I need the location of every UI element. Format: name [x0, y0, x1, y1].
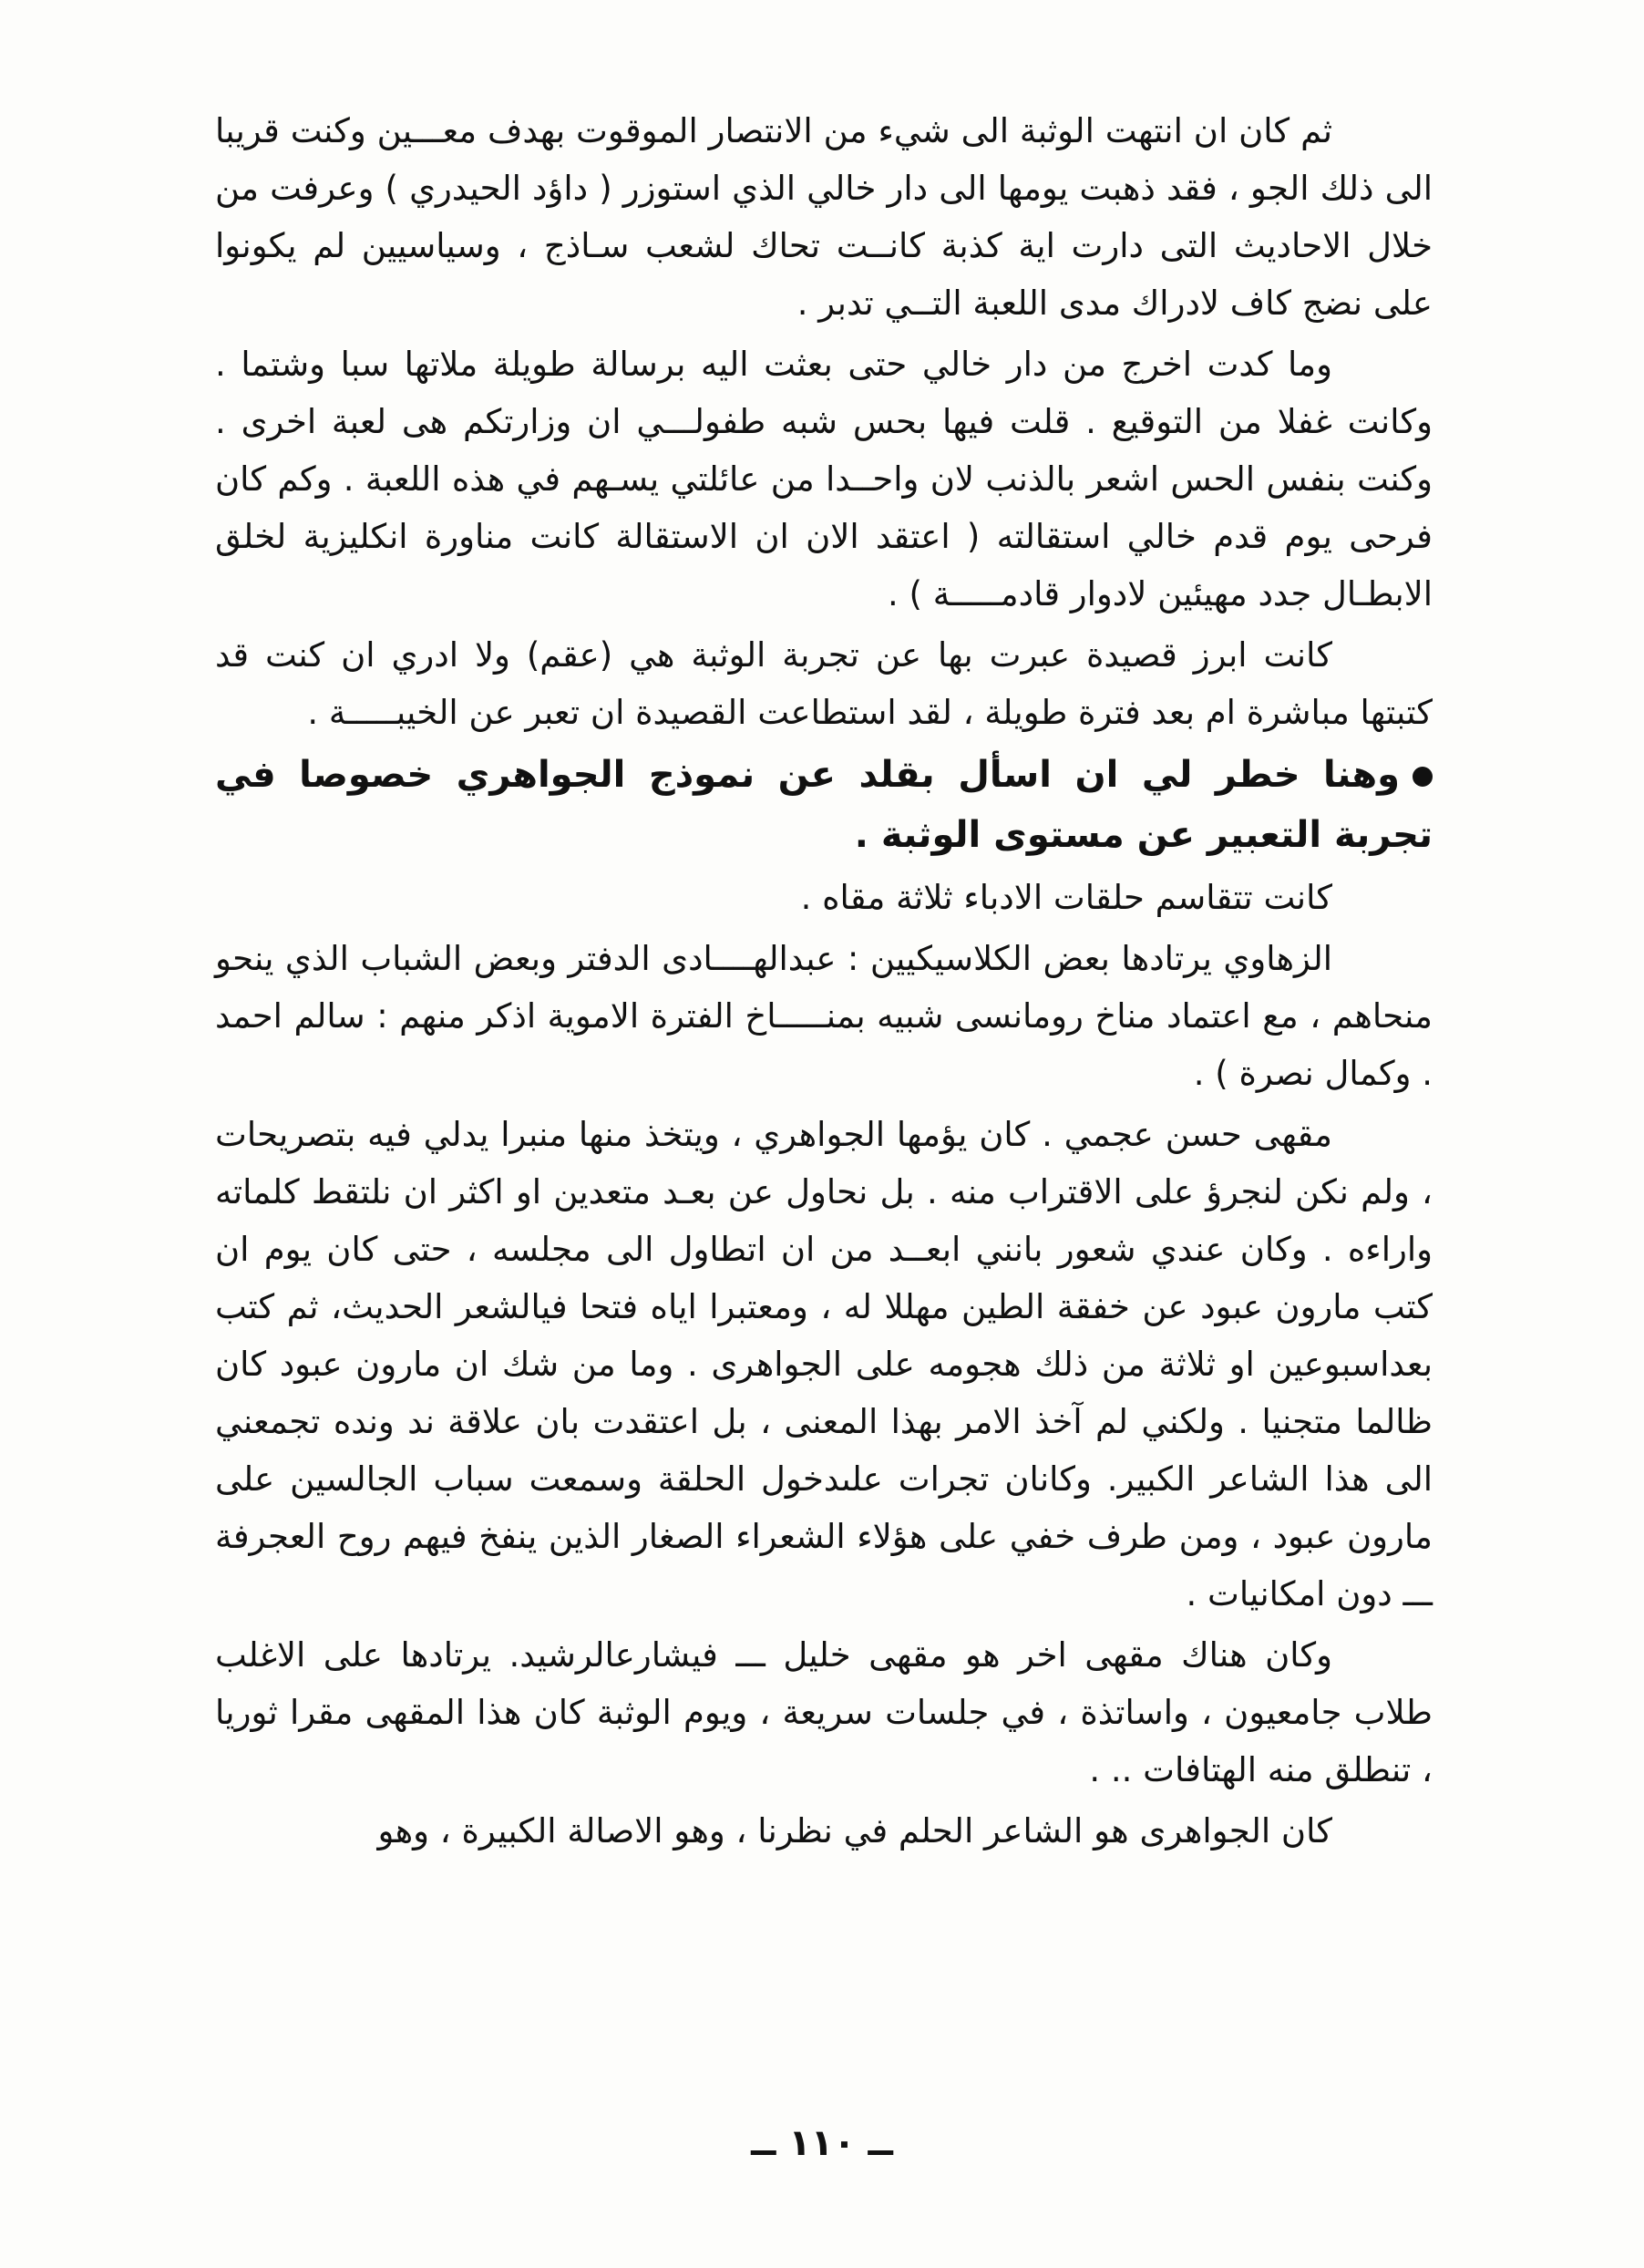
paragraph-6: مقهى حسن عجمي . كان يؤمها الجواهري ، ويتخذ منها منبرا يدلي فيه بتصريحات ، ولم نكن لنجرؤ على الاقتراب منه . بل نحاول عن بعـد متعدين او اكثر ان نلتقط كلماته واراءه . وكان عندي شعور بانني ابعــد من ان اتطاول الى مجلسه ، حتى كان يوم ان كتب مارون عبود عن خفقة الطين مهللا له ، ومعتبرا اياه فتحا فيالشعر الحديث، ثم كتب بعداسبوعين او ثلاثة من ذلك هجومه على الجواهرى . وما من شك ان مارون عبود كان ظالما متجنيا . ولكني لم آخذ الامر بهذا المعنى ، بل اعتقدت بان علاقة ند ونده تجمعني الى هذا الشاعر الكبير. وكانان تجرات علىدخول الحلقة وسمعت سباب الجالسين على مارون عبود ، ومن طرف خفي على هؤلاء الشعراء الصغار الذين ينفخ فيهم روح العجرفة ـــ دون امكانيات . [215, 1115, 1433, 1613]
bullet-icon [1413, 767, 1433, 787]
paragraph-4: كانت تتقاسم حلقات الادباء ثلاثة مقاه . [800, 878, 1332, 917]
page-number: ــ ١١٠ ــ [751, 2122, 893, 2164]
paragraph-7: وكان هناك مقهى اخر هو مقهى خليل ـــ فيشارعالرشيد. يرتادها على الاغلب طلاب جامعيون ، واساتذة ، في جلسات سريعة ، ويوم الوثبة كان هذا المقهى مقرا ثوريا ، تنطلق منه الهتافات .. . [215, 1635, 1433, 1789]
paragraph-1: ثم كان ان انتهت الوثبة الى شيء من الانتصار الموقوت بهدف معـــين وكنت قريبا الى ذلك الجو ، فقد ذهبت يومها الى دار خالي الذي استوزر ( داؤد الحيدري ) وعرفت من خلال الاحاديث التى دارت اية كذبة كانــت تحاك لشعب سـاذج ، وسياسيين لم يكونوا على نضج كاف لادراك مدى اللعبة التــي تدبر . [215, 111, 1433, 323]
question-text: وهنا خطر لي ان اسأل بقلد عن نموذج الجواهري خصوصا في تجربة التعبير عن مستوى الوثبة . [215, 754, 1433, 856]
body-text [215, 102, 1433, 1860]
paragraph-5: الزهاوي يرتادها بعض الكلاسيكيين : عبدالهــــادى الدفتر وبعض الشباب الذي ينحو منحاهم ، مع اعتماد مناخ رومانسى شبيه بمنـــــاخ الفترة الاموية اذكر منهم : سالم احمد . وكمال نصرة ) . [215, 939, 1433, 1093]
paragraph-3: كانت ابرز قصيدة عبرت بها عن تجربة الوثبة هي (عقم) ولا ادري ان كنت قد كتبتها مباشرة ام بعد فترة طويلة ، لقد استطاعت القصيدة ان تعبر عن الخيبـــــة . [215, 635, 1433, 732]
interview-question [215, 745, 1433, 865]
paragraph-2: وما كدت اخرج من دار خالي حتى بعثت اليه برسالة طويلة ملاتها سبا وشتما . وكانت غفلا من التوقيع . قلت فيها بحس شبه طفولـــي ان وزارتكم هى لعبة اخرى . وكنت بنفس الحس اشعر بالذنب لان واحــدا من عائلتي يسـهم في هذه اللعبة . وكم كان فرحى يوم قدم خالي استقالته ( اعتقد الان ان الاستقالة كانت مناورة انكليزية لخلق الابطـال جدد مهيئين لادوار قادمـــــة ) . [215, 345, 1433, 613]
paragraph-8: كان الجواهرى هو الشاعر الحلم في نظرنا ، وهو الاصالة الكبيرة ، وهو [377, 1811, 1332, 1850]
